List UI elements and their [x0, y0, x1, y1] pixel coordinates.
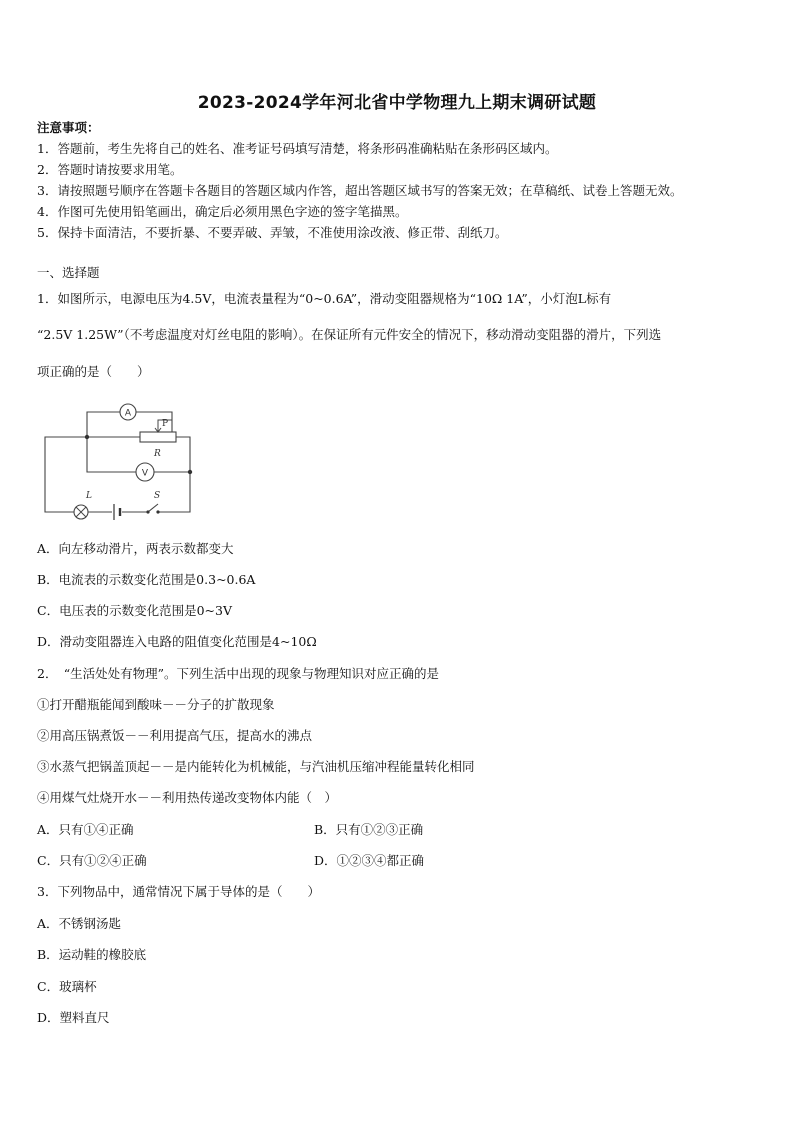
notice-item-2: 2．答题时请按要求用笔。	[37, 162, 183, 177]
q2-option-d: D．①②③④都正确	[314, 853, 425, 868]
lamp-label: L	[86, 491, 92, 501]
q2-option-b: B．只有①②③正确	[314, 822, 424, 837]
notice-item-5: 5．保持卡面清洁，不要折暴、不要弄破、弄皱，不准使用涂改液、修正带、刮纸刀。	[37, 225, 508, 240]
q1-option-b: B．电流表的示数变化范围是0.3~0.6A	[37, 572, 256, 587]
notice-heading: 注意事项：	[37, 120, 100, 135]
q1-option-d: D．滑动变阻器连入电路的阻值变化范围是4~10Ω	[37, 634, 317, 649]
resistor-label: R	[154, 449, 161, 459]
ammeter-label: A	[124, 408, 132, 419]
section-heading: 一、选择题	[37, 265, 100, 280]
q2-statement-2: ②用高压锅煮饭－－利用提高气压，提高水的沸点	[37, 728, 313, 743]
q2-option-c: C．只有①②④正确	[37, 853, 147, 868]
q3-option-d: D．塑料直尺	[37, 1010, 110, 1025]
switch-label: S	[154, 491, 161, 501]
q3-option-a: A．不锈钢汤匙	[37, 916, 122, 931]
notice-item-1: 1．答题前，考生先将自己的姓名、准考证号码填写清楚，将条形码准确粘贴在条形码区域内。	[37, 141, 558, 156]
q2-statement-1: ①打开醋瓶能闻到酸味－－分子的扩散现象	[37, 697, 275, 712]
circuit-diagram	[40, 402, 200, 522]
q2-statement-3: ③水蒸气把锅盖顶起－－是内能转化为机械能，与汽油机压缩冲程能量转化相同	[37, 759, 475, 774]
notice-item-3: 3．请按照题号顺序在答题卡各题目的答题区域内作答，超出答题区域书写的答案无效；在草稿纸、试卷上答题无效。	[37, 183, 683, 198]
q3-stem: 3．下列物品中，通常情况下属于导体的是（ ）	[37, 884, 320, 899]
q2-option-a: A．只有①④正确	[37, 822, 134, 837]
q3-option-b: B．运动鞋的橡胶底	[37, 947, 147, 962]
q2-stem: 2． “生活处处有物理”。下列生活中出现的现象与物理知识对应正确的是	[37, 666, 439, 681]
q1-option-a: A．向左移动滑片，两表示数都变大	[37, 541, 234, 556]
q1-option-c: C．电压表的示数变化范围是0~3V	[37, 603, 232, 618]
notice-item-4: 4．作图可先使用铅笔画出，确定后必须用黑色字迹的签字笔描黑。	[37, 204, 408, 219]
q2-statement-4: ④用煤气灶烧开水－－利用热传递改变物体内能（ ）	[37, 790, 338, 805]
slider-label: P	[162, 419, 169, 429]
voltmeter-label: V	[141, 468, 149, 479]
q3-option-c: C．玻璃杯	[37, 979, 97, 994]
page-title: 2023-2024学年河北省中学物理九上期末调研试题	[197, 93, 597, 113]
q1-stem-line2: “2.5V 1.25W”（不考虑温度对灯丝电阻的影响）。在保证所有元件安全的情况下，移动滑动变阻器的滑片，下列选	[37, 327, 662, 342]
q1-stem-line3: 项正确的是（ ）	[37, 364, 150, 379]
q1-stem-line1: 1．如图所示，电源电压为4.5V，电流表量程为“0~0.6A”，滑动变阻器规格为“10Ω 1A”，小灯泡L标有	[37, 291, 612, 306]
